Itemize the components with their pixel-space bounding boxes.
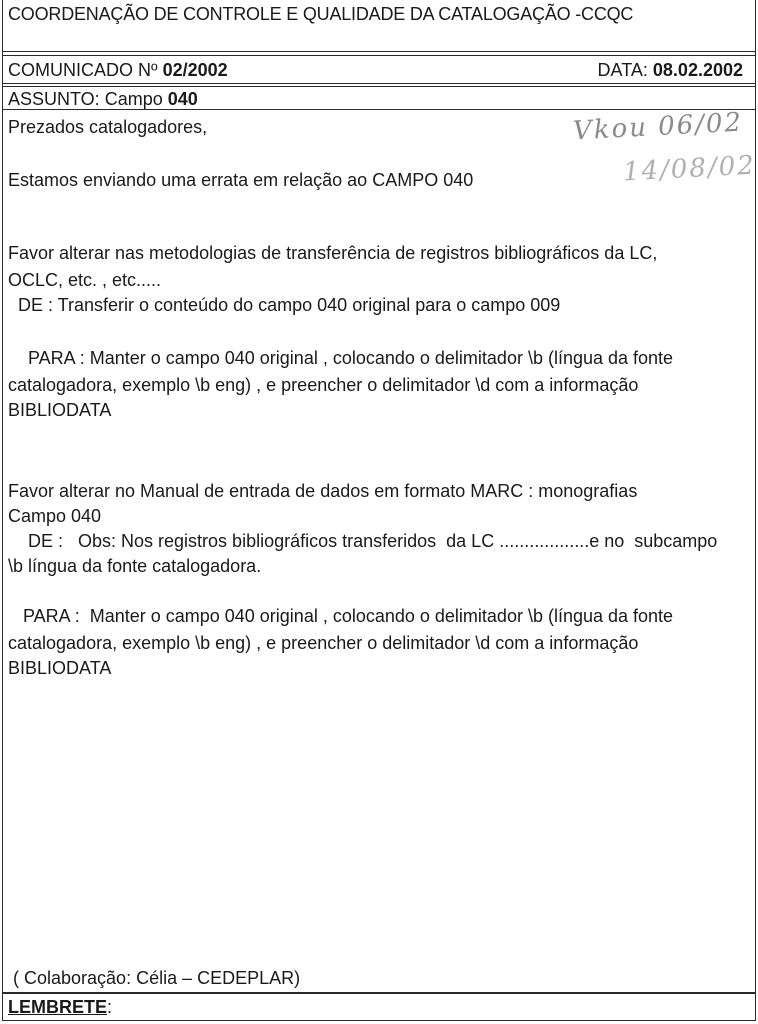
reminder-label: LEMBRETE — [8, 997, 107, 1017]
subject-label: ASSUNTO: Campo — [8, 89, 163, 109]
section2-line1: Favor alterar no Manual de entrada de dados em formato MARC : monografias — [8, 481, 638, 501]
section1-de: DE : Transferir o conteúdo do campo 040 original para o campo 009 — [8, 295, 561, 315]
reminder-colon: : — [107, 997, 113, 1017]
handwritten-annotation-2: 14/08/02 — [622, 150, 757, 188]
date-field — [598, 60, 743, 81]
subject-value: 040 — [167, 89, 198, 109]
handwritten-annotation-1: Vkou 06/02 — [572, 107, 744, 147]
communique-value: 02/2002 — [162, 60, 228, 80]
section2-line2: Campo 040 — [8, 506, 102, 526]
memo-sheet — [2, 0, 756, 1021]
section1-para-line3: BIBLIODATA — [8, 400, 112, 420]
section2-para-line3: BIBLIODATA — [8, 658, 112, 678]
section1-para-line2: catalogadora, exemplo \b eng) , e preencher o delimitador \d com a informação — [8, 375, 639, 395]
reminder-field — [8, 997, 112, 1018]
collaboration-note: ( Colaboração: Célia – CEDEPLAR) — [8, 968, 301, 988]
section1-line2: OCLC, etc. , etc..... — [8, 270, 162, 290]
date-value: 08.02.2002 — [652, 60, 743, 80]
section2-de-line1: DE : Obs: Nos registros bibliográficos transferidos da LC ..................e no subcampo — [8, 531, 718, 551]
section2-para-line2: catalogadora, exemplo \b eng) , e preencher o delimitador \d com a informação — [8, 633, 639, 653]
section2-de-line2: \b língua da fonte catalogadora. — [8, 556, 262, 576]
intro-paragraph: Estamos enviando uma errata em relação ao CAMPO 040 — [8, 170, 474, 190]
communique-row — [3, 55, 755, 84]
memo-body — [3, 112, 755, 992]
communique-number — [8, 60, 228, 81]
subject-field — [8, 89, 198, 110]
section1-line1: Favor alterar nas metodologias de transferência de registros bibliográficos da LC, — [8, 243, 658, 263]
communique-label: COMUNICADO Nº — [8, 60, 158, 80]
greeting: Prezados catalogadores, — [8, 117, 208, 137]
document-title: COORDENAÇÃO DE CONTROLE E QUALIDADE DA CATALOGAÇÃO -CCQC — [8, 4, 634, 24]
section1-para-line1: PARA : Manter o campo 040 original , colocando o delimitador \b (língua da fonte — [8, 348, 674, 368]
subject-row — [3, 86, 755, 110]
reminder-row — [3, 992, 755, 1020]
section2-para-line1: PARA : Manter o campo 040 original , colocando o delimitador \b (língua da fonte — [8, 606, 674, 626]
header-title-row — [3, 0, 755, 52]
date-label: DATA: — [597, 60, 648, 80]
